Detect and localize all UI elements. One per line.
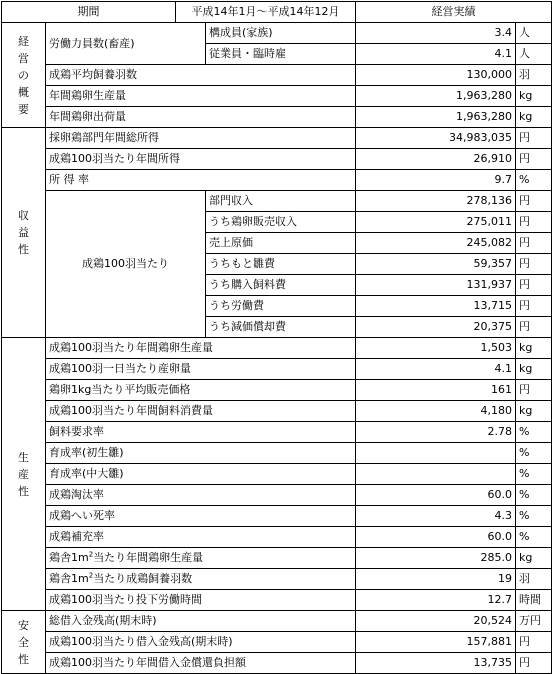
- prod-unit: %: [516, 485, 552, 506]
- section-profitability: 収益性: [2, 128, 46, 338]
- family-unit: 人: [516, 23, 552, 44]
- labor-label: 労働力員数(畜産): [46, 23, 206, 65]
- cogs-value: 245,082: [356, 233, 516, 254]
- table-row: [2, 107, 552, 128]
- income-rate-label: 所 得 率: [46, 170, 356, 191]
- prod-value: 19: [356, 569, 516, 590]
- egg-ship-unit: kg: [516, 107, 552, 128]
- egg-ship-label: 年間鶏卵出荷量: [46, 107, 356, 128]
- egg-sales-unit: 円: [516, 212, 552, 233]
- prod-label: 育成率(中大雛): [46, 464, 356, 485]
- table-row: [2, 527, 552, 548]
- prod-unit: 羽: [516, 569, 552, 590]
- employee-unit: 人: [516, 44, 552, 65]
- table-row: [2, 338, 552, 359]
- per100-label: 成鶏100羽当たり: [46, 191, 206, 338]
- prod-value: 161: [356, 380, 516, 401]
- table-row: [2, 23, 552, 44]
- depreciation-unit: 円: [516, 317, 552, 338]
- period-label: 期間: [2, 2, 176, 23]
- egg-sales-value: 275,011: [356, 212, 516, 233]
- table-row: [2, 191, 552, 212]
- feed-cost-value: 131,937: [356, 275, 516, 296]
- safety-label: 総借入金残高(期末時): [46, 611, 356, 632]
- safety-value: 13,735: [356, 653, 516, 674]
- feed-cost-unit: 円: [516, 275, 552, 296]
- table-row: [2, 611, 552, 632]
- management-results-sheet: [1, 1, 551, 667]
- labor-cost-unit: 円: [516, 296, 552, 317]
- safety-label: 成鶏100羽当たり借入金残高(期末時): [46, 632, 356, 653]
- table-row: [2, 359, 552, 380]
- safety-value: 157,881: [356, 632, 516, 653]
- prod-unit: kg: [516, 548, 552, 569]
- prod-label: 成鶏補充率: [46, 527, 356, 548]
- table-row: [2, 170, 552, 191]
- total-income-value: 34,983,035: [356, 128, 516, 149]
- table-row: [2, 86, 552, 107]
- table-row: [2, 65, 552, 86]
- table-row: [2, 569, 552, 590]
- prod-unit: kg: [516, 359, 552, 380]
- egg-ship-value: 1,963,280: [356, 107, 516, 128]
- cogs-label: 売上原価: [206, 233, 356, 254]
- dept-revenue-value: 278,136: [356, 191, 516, 212]
- employee-label: 従業員・臨時雇: [206, 44, 356, 65]
- prod-unit: 時間: [516, 590, 552, 611]
- total-income-unit: 円: [516, 128, 552, 149]
- section-safety: 安全性: [2, 611, 46, 674]
- table-row: [2, 128, 552, 149]
- egg-prod-unit: kg: [516, 86, 552, 107]
- prod-unit: kg: [516, 338, 552, 359]
- period-value: 平成14年1月〜平成14年12月: [176, 2, 356, 23]
- table-row: [2, 548, 552, 569]
- depreciation-label: うち減価償却費: [206, 317, 356, 338]
- feed-cost-label: うち購入飼料費: [206, 275, 356, 296]
- prod-value: 285.0: [356, 548, 516, 569]
- table-row: [2, 401, 552, 422]
- table-row: [2, 380, 552, 401]
- labor-cost-value: 13,715: [356, 296, 516, 317]
- prod-label: 鶏舎$1m^2$当たり年間鶏卵生産量: [46, 548, 356, 569]
- table-row: [2, 632, 552, 653]
- prod-value: 1,503: [356, 338, 516, 359]
- safety-label: 成鶏100羽当たり年間借入金償還負担額: [46, 653, 356, 674]
- prod-label: 鶏舎$1m^2$当たり成鶏飼養羽数: [46, 569, 356, 590]
- prod-label: 成鶏100羽一日当たり産卵量: [46, 359, 356, 380]
- cogs-unit: 円: [516, 233, 552, 254]
- prod-value: 12.7: [356, 590, 516, 611]
- table-row: [2, 422, 552, 443]
- prod-unit: %: [516, 527, 552, 548]
- table-row: [2, 443, 552, 464]
- prod-value: 60.0: [356, 527, 516, 548]
- chick-cost-value: 59,357: [356, 254, 516, 275]
- income100-value: 26,910: [356, 149, 516, 170]
- prod-label: 成鶏へい死率: [46, 506, 356, 527]
- prod-unit: 円: [516, 380, 552, 401]
- table-row: [2, 464, 552, 485]
- income-rate-value: 9.7: [356, 170, 516, 191]
- table-row: [2, 506, 552, 527]
- section-overview: 経営の概要: [2, 23, 46, 128]
- employee-value: 4.1: [356, 44, 516, 65]
- safety-unit: 万円: [516, 611, 552, 632]
- family-value: 3.4: [356, 23, 516, 44]
- safety-unit: 円: [516, 653, 552, 674]
- prod-value: 2.78: [356, 422, 516, 443]
- dept-revenue-label: 部門収入: [206, 191, 356, 212]
- table-row: [2, 149, 552, 170]
- total-income-label: 採卵鶏部門年間総所得: [46, 128, 356, 149]
- table-row: [2, 590, 552, 611]
- avg-birds-value: 130,000: [356, 65, 516, 86]
- income100-unit: 円: [516, 149, 552, 170]
- result-label: 経営実績: [356, 2, 552, 23]
- prod-unit: %: [516, 443, 552, 464]
- egg-prod-label: 年間鶏卵生産量: [46, 86, 356, 107]
- prod-label: 成鶏淘汰率: [46, 485, 356, 506]
- prod-unit: %: [516, 506, 552, 527]
- prod-label: 成鶏100羽当たり年間鶏卵生産量: [46, 338, 356, 359]
- egg-prod-value: 1,963,280: [356, 86, 516, 107]
- depreciation-value: 20,375: [356, 317, 516, 338]
- avg-birds-unit: 羽: [516, 65, 552, 86]
- income-rate-unit: %: [516, 170, 552, 191]
- egg-sales-label: うち鶏卵販売収入: [206, 212, 356, 233]
- prod-label: 鶏卵1kg当たり平均販売価格: [46, 380, 356, 401]
- header-row: [2, 2, 552, 23]
- prod-label: 成鶏100羽当たり年間飼料消費量: [46, 401, 356, 422]
- safety-value: 20,524: [356, 611, 516, 632]
- prod-unit: %: [516, 464, 552, 485]
- prod-label: 成鶏100羽当たり投下労働時間: [46, 590, 356, 611]
- table-row: [2, 485, 552, 506]
- prod-unit: kg: [516, 401, 552, 422]
- avg-birds-label: 成鶏平均飼養羽数: [46, 65, 356, 86]
- prod-value: 4.1: [356, 359, 516, 380]
- prod-label: 飼料要求率: [46, 422, 356, 443]
- income100-label: 成鶏100羽当たり年間所得: [46, 149, 356, 170]
- chick-cost-label: うちもと雛費: [206, 254, 356, 275]
- section-productivity: 生産性: [2, 338, 46, 611]
- prod-value: [356, 464, 516, 485]
- prod-value: 4,180: [356, 401, 516, 422]
- management-results-table: [1, 1, 552, 674]
- dept-revenue-unit: 円: [516, 191, 552, 212]
- table-row: [2, 653, 552, 674]
- prod-label: 育成率(初生雛): [46, 443, 356, 464]
- prod-unit: %: [516, 422, 552, 443]
- prod-value: 60.0: [356, 485, 516, 506]
- chick-cost-unit: 円: [516, 254, 552, 275]
- safety-unit: 円: [516, 632, 552, 653]
- family-label: 構成員(家族): [206, 23, 356, 44]
- prod-value: [356, 443, 516, 464]
- prod-value: 4.3: [356, 506, 516, 527]
- labor-cost-label: うち労働費: [206, 296, 356, 317]
